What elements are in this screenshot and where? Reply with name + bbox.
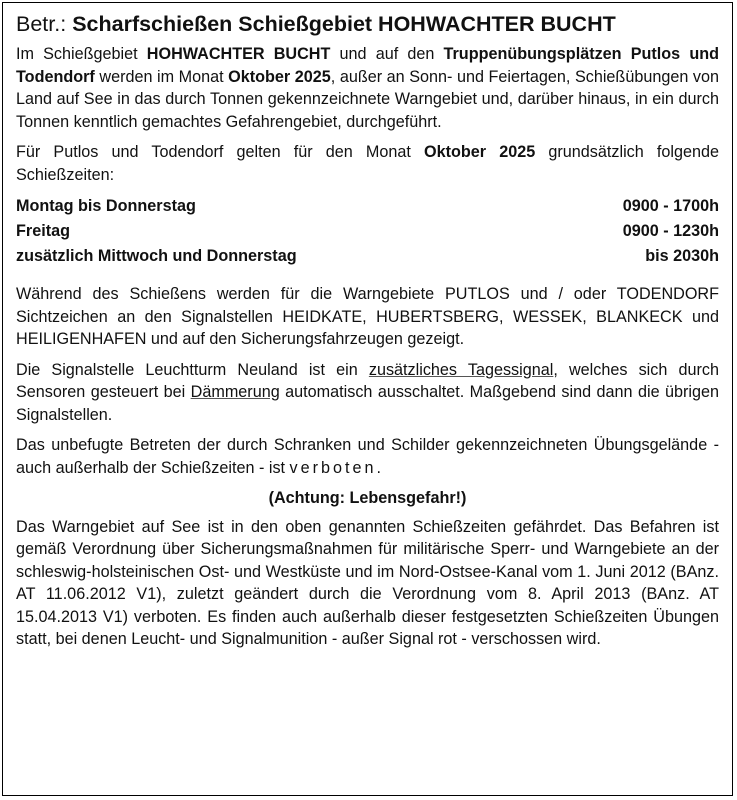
paragraph-access-prohibited: Das unbefugte Betreten der durch Schranken und Schilder gekennzeichneten Übungsgelände - auch außerhalb der Schießzeiten - ist verboten. xyxy=(16,436,719,477)
schedule-time: bis 2030h xyxy=(645,247,719,265)
schedule-time: 0900 - 1230h xyxy=(622,222,719,240)
title-text: Scharfschießen Schießgebiet HOHWACHTER BUCHT xyxy=(72,12,616,36)
schedule-table xyxy=(16,194,719,269)
schedule-time: 0900 - 1700h xyxy=(622,197,719,215)
paragraph-sea-area: Das Warngebiet auf See ist in den oben genannten Schießzeiten gefährdet. Das Befahren ist gemäß Verordnung über Sicherungsmaßnahmen für militärische Sperr- und Warngebiete an der schleswig-holsteinischen Ost- und Westküste und im Nord-Ostsee-Kanal vom 1. Juni 2012 (BAnz. AT 11.06.2012 V1), zuletzt geändert durch die Verordnung vom 8. April 2013 (BAnz. AT 15.04.2013 V1) verboten. Es finden auch außerhalb dieser festgesetzten Schießzeiten Übungen statt, bei denen Leucht- und Signalmunition - außer Signal rot - verschossen wird. xyxy=(16,517,719,648)
paragraph-signals: Während des Schießens werden für die Warngebiete PUTLOS und / oder TODENDORF Sichtzeichen an den Signalstellen HEIDKATE, HUBERTSBERG, WESSEK, BLANKECK und HEILIGENHAFEN und auf den Sicherungsfahrzeugen gezeigt. xyxy=(16,285,719,348)
paragraph-intro: Im Schießgebiet HOHWACHTER BUCHT und auf den Truppenübungsplätzen Putlos und Todendorf werden im Monat Oktober 2025, außer an Sonn- und Feiertagen, Schießübungen von Land auf See in das durch Tonnen gekennzeichnete Warngebiet und, darüber hinaus, in ein durch Tonnen kenntlich gemachtes Gefahrengebiet, durchgeführt. xyxy=(16,45,719,131)
schedule-row xyxy=(16,219,719,244)
schedule-day: Montag bis Donnerstag xyxy=(16,197,196,215)
title-label: Betr.: xyxy=(16,12,67,36)
schedule-row xyxy=(16,244,719,269)
paragraph-lighthouse: Die Signalstelle Leuchtturm Neuland ist ein zusätzliches Tagessignal, welches sich durch Sensoren gesteuert bei Dämmerung automatisch ausschaltet. Maßgebend sind dann die übrigen Signalstellen. xyxy=(16,360,719,424)
schedule-day: zusätzlich Mittwoch und Donnerstag xyxy=(16,247,297,265)
daytime-signal-term: zusätzliches Tagessignal xyxy=(368,360,554,379)
forbidden-word: verboten xyxy=(289,458,377,477)
schedule-day: Freitag xyxy=(16,222,70,240)
paragraph-schedule-intro: Für Putlos und Todendorf gelten für den Monat Oktober 2025 grundsätzlich folgende Schießzeiten: xyxy=(16,143,720,184)
notice-box xyxy=(2,2,733,796)
dusk-term: Dämmerung xyxy=(190,383,280,401)
danger-warning: (Achtung: Lebensgefahr!) xyxy=(268,489,467,507)
notice-title xyxy=(16,9,719,39)
schedule-row xyxy=(16,194,719,219)
